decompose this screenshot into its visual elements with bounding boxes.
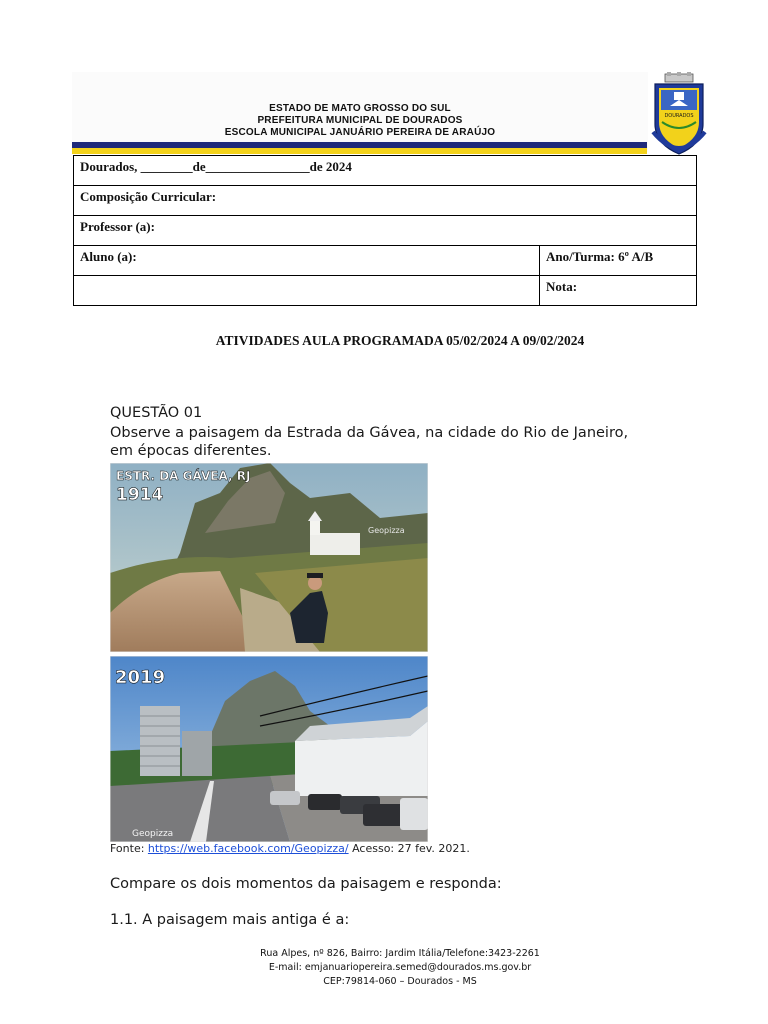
activity-title: ATIVIDADES AULA PROGRAMADA 05/02/2024 A 09/02/2024	[215, 333, 585, 348]
header-state: ESTADO DE MATO GROSSO DO SUL	[269, 103, 451, 114]
dourados-crest-logo	[650, 72, 708, 162]
header-stripe-yellow	[72, 148, 647, 154]
header-prefecture: PREFEITURA MUNICIPAL DE DOURADOS	[257, 115, 463, 126]
caption-suffix: Acesso: 27 fev. 2021.	[348, 842, 470, 855]
student-info-table	[73, 155, 697, 306]
question-prompt-line1: Observe a paisagem da Estrada da Gávea, na cidade do Rio de Janeiro,	[110, 425, 629, 441]
blank-field[interactable]	[74, 276, 540, 306]
grade-field[interactable]: Nota:	[540, 276, 697, 306]
photo1-watermark: Geopizza	[368, 526, 405, 535]
caption-source-link[interactable]: https://web.facebook.com/Geopizza/	[147, 842, 349, 855]
header-school: ESCOLA MUNICIPAL JANUÁRIO PEREIRA DE ARAÚJO	[224, 127, 496, 138]
footer-cep: CEP:79814-060 – Dourados - MS	[323, 976, 477, 987]
photo2-year-label: 2019	[115, 667, 166, 688]
question-number: QUESTÃO 01	[110, 405, 203, 421]
student-field[interactable]: Aluno (a):	[74, 246, 540, 276]
subquestion-1-1: 1.1. A paisagem mais antiga é a:	[110, 912, 350, 928]
footer-email: E-mail: emjanuariopereira.semed@dourados.ms.gov.br	[268, 962, 532, 973]
footer-address: Rua Alpes, nº 826, Bairro: Jardim Itália/Telefone:3423-2261	[260, 948, 540, 959]
photo2-watermark: Geopizza	[132, 829, 174, 839]
curricular-field[interactable]: Composição Curricular:	[74, 186, 697, 216]
photo-1914	[110, 463, 428, 652]
school-header	[72, 72, 648, 152]
teacher-field[interactable]: Professor (a):	[74, 216, 697, 246]
photo1-year-label: 1914	[116, 485, 164, 505]
caption-prefix: Fonte:	[110, 842, 148, 855]
photo-caption	[110, 842, 470, 855]
photo1-location-label: ESTR. DA GÁVEA, RJ	[116, 469, 251, 483]
photo-2019	[110, 656, 428, 842]
compare-instruction: Compare os dois momentos da paisagem e responda:	[110, 876, 502, 892]
crest-text: DOURADOS	[664, 113, 694, 119]
date-field[interactable]: Dourados, ________de________________de 2024	[74, 156, 697, 186]
question-prompt-line2: em épocas diferentes.	[110, 443, 272, 459]
class-field[interactable]: Ano/Turma: 6º A/B	[540, 246, 697, 276]
